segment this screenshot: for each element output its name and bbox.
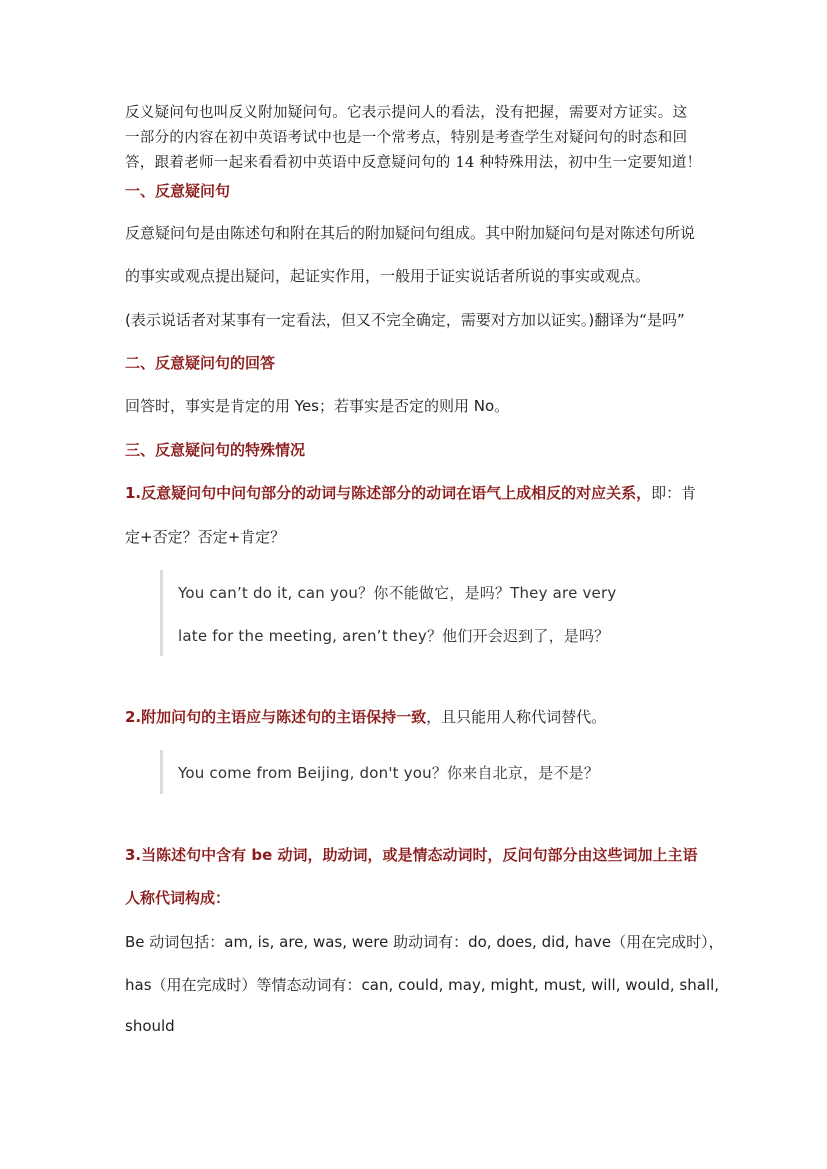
rule-1-normal: 即：肯 [651,484,697,502]
rule-2-bold: 2.附加问句的主语应与陈述句的主语保持一致 [125,708,427,726]
section-1-line-2: 的事实或观点提出疑问，起证实作用，一般用于证实说话者所说的事实或观点。 [125,267,651,285]
rule-1-line-2: 定+否定？否定+肯定？ [125,528,286,546]
rule-3-line-3: should [125,1017,175,1035]
rule-2-example-quote [160,750,723,794]
rule-1-example-line-2: late for the meeting, aren’t they？他们开会迟到了，是吗？ [178,627,610,645]
rule-3-line-1: Be 动词包括：am, is, are, was, were 助动词有：do, does, did, have（用在完成时）， [125,933,724,951]
rule-1-bold: 1.反意疑问句中问句部分的动词与陈述部分的动词在语气上成相反的对应关系， [125,484,652,502]
section-2-line: 回答时，事实是肯定的用 Yes；若事实是否定的则用 No。 [125,397,510,415]
section-1-heading: 一、反意疑问句 [125,182,231,200]
section-2-heading: 二、反意疑问句的回答 [125,354,276,372]
section-3-heading: 三、反意疑问句的特殊情况 [125,441,306,459]
rule-1-line-1 [125,482,696,503]
intro-line-1: 反义疑问句也叫反义附加疑问句。它表示提问人的看法，没有把握，需要对方证实。这 [125,105,688,121]
intro-line-3: 答，跟着老师一起来看看初中英语中反意疑问句的 14 种特殊用法，初中生一定要知道！ [125,155,702,171]
rule-3-line-2: has（用在完成时）等情态动词有：can, could, may, might, must, will, would, shall, [125,976,720,994]
rule-3-bold-line-2: 人称代词构成： [125,889,231,907]
section-1-line-1: 反意疑问句是由陈述句和附在其后的附加疑问句组成。其中附加疑问句是对陈述句所说 [125,224,696,242]
rule-2-line [125,706,606,727]
rule-1-example-line-1: You can’t do it, can you？你不能做它，是吗？They are very [178,584,617,602]
section-1-line-3: (表示说话者对某事有一定看法，但又不完全确定，需要对方加以证实。)翻译为“是吗” [125,311,685,329]
intro-line-2: 一部分的内容在初中英语考试中也是一个常考点，特别是考查学生对疑问句的时态和回 [125,130,688,146]
rule-2-normal: ，且只能用人称代词替代。 [426,708,607,726]
rule-3-bold-line-1: 3.当陈述句中含有 be 动词，助动词，或是情态动词时，反问句部分由这些词加上主语 [125,846,698,864]
rule-1-example-quote [160,570,723,656]
rule-2-example-line: You come from Beijing, don't you？你来自北京，是不是？ [178,764,600,782]
